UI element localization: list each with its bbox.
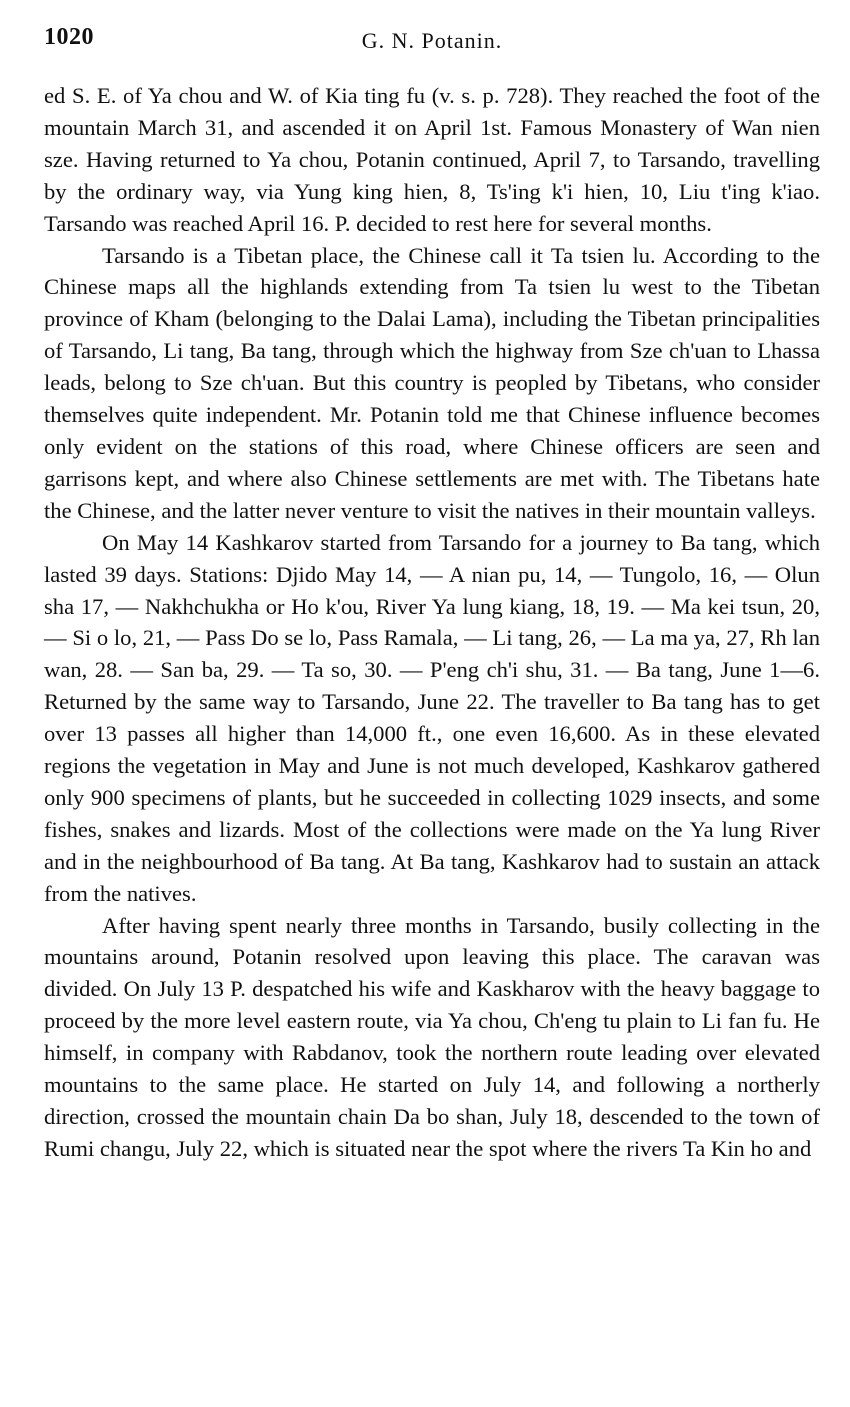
paragraph-continued: ed S. E. of Ya chou and W. of Kia ting fu (v. s. p. 728). They reached the foot of the mountain March 31, and ascended it on April 1st. Famous Monastery of Wan nien sze. Having returned to Ya chou, Potanin continued, April 7, to Tarsando, travelling by the ordinary way, via Yung king hien, 8, Ts'ing k'i hien, 10, Liu t'ing k'iao. Tarsando was reached April 16. P. decided to rest here for several months. <box>44 83 820 236</box>
paragraph-tarsando: Tarsando is a Tibetan place, the Chinese call it Ta tsien lu. According to the Chinese maps all the highlands extending from Ta tsien lu west to the Tibetan province of Kham (belonging to the Dalai Lama), including the Tibetan principalities of Tarsando, Li tang, Ba tang, through which the highway from Sze ch'uan to Lhassa leads, belong to Sze ch'uan. But this country is peopled by Tibetans, who consider themselves quite independent. Mr. Potanin told me that Chinese influence becomes only evident on the stations of this road, where Chinese officers are seen and garrisons kept, and where also Chinese settlements are met with. The Tibetans hate the Chinese, and the latter never venture to visit the natives in their mountain valleys. <box>44 242 820 523</box>
running-head <box>44 24 820 58</box>
paragraph-kashkarov-journey: On May 14 Kashkarov started from Tarsando for a journey to Ba tang, which lasted 39 days. Stations: Djido May 14, — A nian pu, 14, — Tungolo, 16, — Olun sha 17, — Nakhchukha or Ho k'ou, River Ya lung kiang, 18, 19. — Ma kei tsun, 20, — Si o lo, 21, — Pass Do se lo, Pass Ramala, — Li tang, 26, — La ma ya, 27, Rh lan wan, 28. — San ba, 29. — Ta so, 30. — P'eng ch'i shu, 31. — Ba tang, June 1—6. Returned by the same way to Tarsando, June 22. The traveller to Ba tang has to get over 13 passes all higher than 14,000 ft., one even 16,600. As in these elevated regions the vegetation in May and June is not much developed, Kashkarov gathered only 900 specimens of plants, but he succeeded in collecting 1029 insects, and some fishes, snakes and lizards. Most of the collections were made on the Ya lung River and in the neighbourhood of Ba tang. At Ba tang, Kashkarov had to sustain an attack from the natives. <box>44 529 820 906</box>
page-number: 1020 <box>44 24 94 50</box>
body-text <box>44 80 820 1165</box>
paragraph-departure: After having spent nearly three months in Tarsando, busily collecting in the mountains around, Potanin resolved upon leaving this place. The caravan was divided. On July 13 P. despatched his wife and Kaskharov with the heavy baggage to proceed by the more level eastern route, via Ya chou, Ch'eng tu plain to Li fan fu. He himself, in company with Rabdanov, took the northern route leading over elevated mountains to the same place. He started on July 14, and following a northerly direction, crossed the mountain chain Da bo shan, July 18, descended to the town of Rumi changu, July 22, which is situated near the spot where the rivers Ta Kin ho and <box>44 912 820 1161</box>
running-title: G. N. Potanin. <box>361 28 503 53</box>
